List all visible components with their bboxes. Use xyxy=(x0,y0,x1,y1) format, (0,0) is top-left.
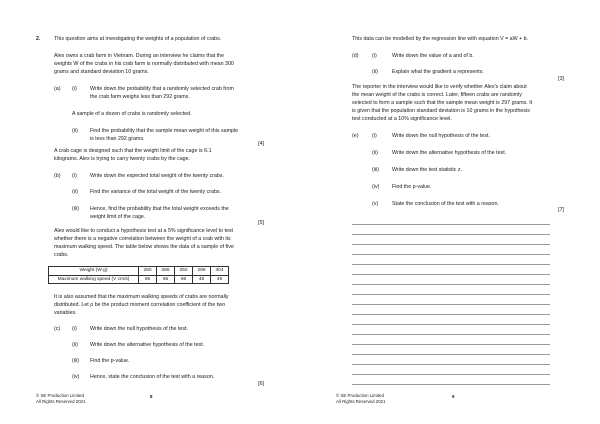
page-number: 9 xyxy=(452,394,455,399)
question-intro: This question aims at investigating the weights of a population of crabs. xyxy=(54,36,222,42)
question-line: Write down the alternative hypothesis of the test. xyxy=(90,342,205,348)
subpart-label: (ii) xyxy=(72,128,78,134)
marks-b: [5] xyxy=(258,220,264,226)
table-row xyxy=(49,267,229,276)
question-line: is less than 292 grams. xyxy=(90,136,145,142)
paragraph-line: selected to form a sample such that the sample mean weight is 297 grams. It xyxy=(352,100,533,106)
subpart-label: (iv) xyxy=(72,374,80,380)
subpart-label: (i) xyxy=(72,326,77,332)
footer-rights: All Rights Reserved 2021 xyxy=(336,399,386,404)
subpart-label: (ii) xyxy=(72,189,78,195)
question-line: Find the p-value. xyxy=(392,184,432,190)
part-label-c: (c) xyxy=(54,326,61,332)
question-line: Write down the test statistic z. xyxy=(392,167,462,173)
paragraph-line: Alex owns a crab farm in Vietnam. During an interview he claims that the xyxy=(54,53,225,59)
part-label-b: (b) xyxy=(54,173,61,179)
paragraph-line: It is also assumed that the maximum walking speeds of crabs are normally xyxy=(54,294,229,300)
subpart-label: (iv) xyxy=(372,184,380,190)
question-line: A sample of a dozen of crabs is randomly selected. xyxy=(72,111,192,117)
table-row-header: Weight (W g) xyxy=(49,267,139,276)
paragraph-line: The reporter in the interview would like to verify whether Alex's claim about xyxy=(352,84,527,90)
question-line: Write down the expected total weight of the twenty crabs. xyxy=(90,173,224,179)
paragraph-line: maximum walking speed. The table below shows the data of a sample of five xyxy=(54,244,234,250)
paragraph-line: test conducted at a 10% significance level. xyxy=(352,116,452,122)
subpart-label: (v) xyxy=(372,201,379,207)
subpart-label: (i) xyxy=(72,173,77,179)
question-line: the crab farm weighs less than 292 grams. xyxy=(90,94,190,100)
paragraph-line: A crab cage is designed such that the weight limit of the cage is 6.1 xyxy=(54,148,212,154)
paragraph-line: crabs. xyxy=(54,252,69,258)
marks-c: [6] xyxy=(258,381,264,387)
question-line: Find the p-value. xyxy=(90,358,130,364)
page-number: 8 xyxy=(150,394,153,399)
subpart-label: (iii) xyxy=(372,167,380,173)
part-label-e: (e) xyxy=(352,133,359,139)
question-line: Find the probability that the sample mean weight of this sample xyxy=(90,128,239,134)
question-line: Write down the null hypothesis of the test. xyxy=(392,133,490,139)
paragraph-line: grams and standard deviation 10 grams. xyxy=(54,69,149,75)
table-cell: 280 xyxy=(139,267,157,276)
table-cell: 49 xyxy=(211,275,229,284)
subpart-label: (i) xyxy=(372,53,377,59)
table-cell: 66 xyxy=(175,275,193,284)
paragraph-line: This data can be modelled by the regression line with equation V = aW + b. xyxy=(352,36,529,42)
right-page xyxy=(300,0,600,424)
table-cell: 86 xyxy=(139,275,157,284)
table-cell: 48 xyxy=(193,275,211,284)
subpart-label: (i) xyxy=(372,133,377,139)
subpart-label: (ii) xyxy=(372,150,378,156)
paragraph-line: variables. xyxy=(54,310,77,316)
paragraph-line: kilograms. Alex is trying to carry twenty crabs by the cage. xyxy=(54,156,191,162)
question-line: Find the variance of the total weight of the twenty crabs. xyxy=(90,189,222,195)
part-label-a: (a) xyxy=(54,86,61,92)
subpart-label: (ii) xyxy=(72,342,78,348)
question-line: Hence, find the probability that the total weight exceeds the xyxy=(90,206,229,212)
question-line: State the conclusion of the test with a reason. xyxy=(392,201,499,207)
question-line: Hence, state the conclusion of the test with a reason. xyxy=(90,374,215,380)
table-cell: 298 xyxy=(193,267,211,276)
part-label-d: (d) xyxy=(352,53,359,59)
table-row-header: Maximum walking speed (V cm/s) xyxy=(49,275,139,284)
table-cell: 292 xyxy=(175,267,193,276)
marks-a: [4] xyxy=(258,141,264,147)
subpart-label: (iii) xyxy=(72,206,80,212)
question-line: Write down the probability that a randomly selected crab from xyxy=(90,86,234,92)
table-cell: 286 xyxy=(157,267,175,276)
paragraph-line: whether there is a negative correlation between the weight of a crab with its xyxy=(54,236,231,242)
paragraph-line: Alex would like to conduct a hypothesis test at a 5% significance level to test xyxy=(54,228,234,234)
subpart-label: (ii) xyxy=(372,69,378,75)
table-row xyxy=(49,275,229,284)
question-number: 2. xyxy=(36,36,41,42)
footer-rights: All Rights Reserved 2021 xyxy=(36,399,86,404)
paragraph-line: is given that the population standard deviation is 10 grams in the hypothesis xyxy=(352,108,530,114)
footer-copyright: © SE Production Limited xyxy=(36,393,84,398)
question-line: Explain what the gradient a represents. xyxy=(392,69,484,75)
question-line: Write down the alternative hypothesis of the test. xyxy=(392,150,507,156)
data-table xyxy=(48,266,229,284)
paragraph-line: the mean weight of the crabs is correct. Later, fifteen crabs are randomly xyxy=(352,92,522,98)
paragraph-line: distributed. Let ρ be the product moment correlation coefficient of the two xyxy=(54,302,226,308)
paragraph-line: weights W of the crabs in his crab farm is normally distributed with mean 300 xyxy=(54,61,234,67)
marks-e: [7] xyxy=(558,207,564,213)
question-line: Write down the null hypothesis of the test. xyxy=(90,326,188,332)
question-line: Write down the value of a and of b. xyxy=(392,53,474,59)
subpart-label: (iii) xyxy=(72,358,80,364)
table-cell: 304 xyxy=(211,267,229,276)
subpart-label: (i) xyxy=(72,86,77,92)
marks-d: [3] xyxy=(558,76,564,82)
question-line: weight limit of the cage. xyxy=(90,214,146,220)
footer-copyright: © SE Production Limited xyxy=(336,393,384,398)
table-cell: 66 xyxy=(157,275,175,284)
